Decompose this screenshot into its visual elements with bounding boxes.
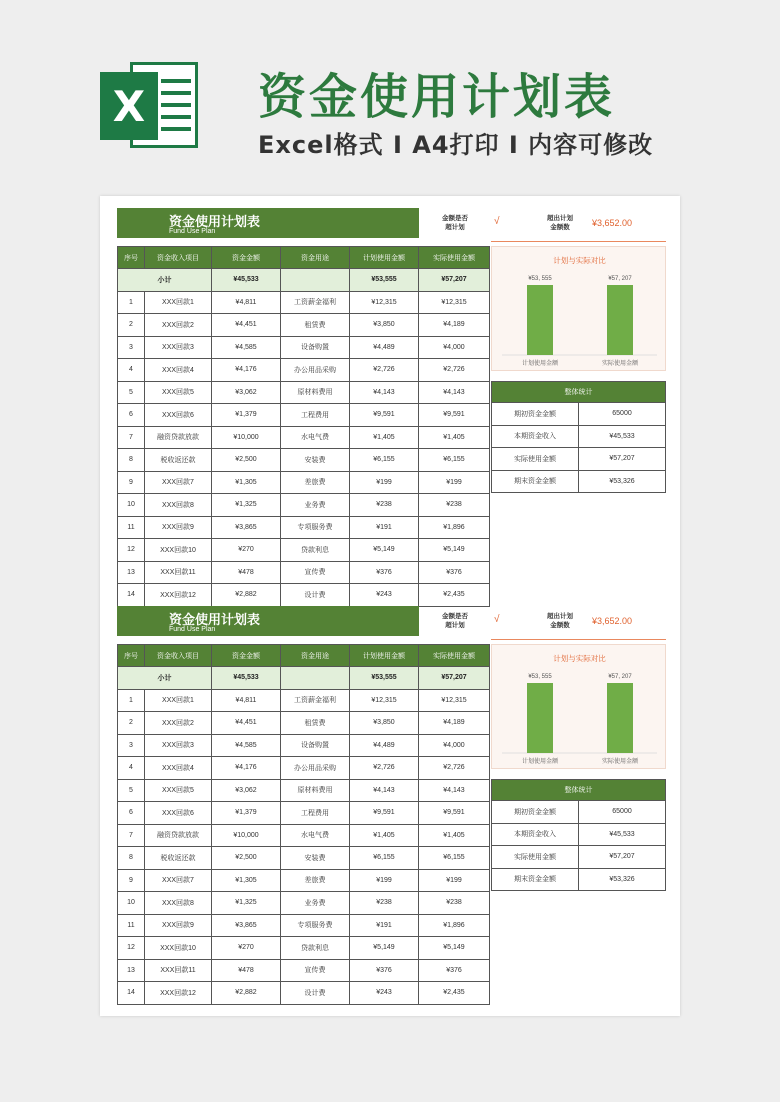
table-cell: ¥238 — [350, 892, 419, 915]
table-cell: ¥199 — [350, 869, 419, 892]
excel-badge: X — [100, 72, 158, 140]
table-cell: ¥4,143 — [350, 381, 419, 404]
table-cell: ¥3,062 — [212, 381, 281, 404]
table-cell: ¥376 — [419, 561, 490, 584]
table-cell: ¥2,435 — [419, 584, 490, 607]
table-cell: XXX回款7 — [145, 471, 212, 494]
table-cell: 办公用品采购 — [281, 757, 350, 780]
table-cell: ¥4,811 — [212, 689, 281, 712]
table-cell: ¥10,000 — [212, 824, 281, 847]
chart-title: 计划与实际对比 — [553, 654, 606, 663]
table-cell: ¥1,896 — [419, 914, 490, 937]
subtotal-label: 小计 — [118, 269, 212, 292]
stats-value: 65000 — [579, 801, 666, 824]
table-row — [118, 426, 490, 449]
table-cell: XXX回款1 — [145, 291, 212, 314]
table-cell: ¥4,143 — [419, 381, 490, 404]
table-cell: 租赁费 — [281, 712, 350, 735]
table-cell: ¥6,155 — [419, 847, 490, 870]
table-cell: XXX回款10 — [145, 937, 212, 960]
table-row — [118, 584, 490, 607]
table-row — [118, 539, 490, 562]
table-cell: ¥4,451 — [212, 712, 281, 735]
table-cell: 12 — [118, 937, 145, 960]
table-row — [118, 734, 490, 757]
stats-label: 期初资金金额 — [492, 801, 579, 824]
table-row — [118, 712, 490, 735]
column-header: 序号 — [118, 247, 145, 269]
table-cell: XXX回款9 — [145, 516, 212, 539]
over-amount-value: ¥3,652.00 — [592, 616, 633, 626]
table-cell: XXX回款5 — [145, 779, 212, 802]
table-cell: 水电气费 — [281, 824, 350, 847]
stats-row — [492, 823, 666, 846]
table-cell: 差旅费 — [281, 869, 350, 892]
table-cell: 宣传费 — [281, 561, 350, 584]
table-cell: ¥9,591 — [350, 802, 419, 825]
table-row — [118, 359, 490, 382]
table-cell: ¥1,325 — [212, 494, 281, 517]
chart-category-label: 计划使用金额 — [521, 361, 559, 367]
table-cell: 水电气费 — [281, 426, 350, 449]
table-row — [118, 314, 490, 337]
table-cell: ¥3,062 — [212, 779, 281, 802]
table-cell: ¥12,315 — [350, 291, 419, 314]
column-header: 资金用途 — [281, 247, 350, 269]
table-cell: 贷款利息 — [281, 539, 350, 562]
table-row — [118, 937, 490, 960]
table-cell: ¥2,726 — [419, 757, 490, 780]
table-cell: 税收返还款 — [145, 449, 212, 472]
compare-chart — [491, 644, 666, 769]
table-cell: 13 — [118, 561, 145, 584]
table-cell: ¥4,489 — [350, 336, 419, 359]
table-cell: 设备购置 — [281, 734, 350, 757]
table-cell: ¥4,189 — [419, 314, 490, 337]
table-cell: 租赁费 — [281, 314, 350, 337]
table-cell: 6 — [118, 802, 145, 825]
table-cell: ¥3,850 — [350, 314, 419, 337]
table-cell: ¥6,155 — [419, 449, 490, 472]
column-header: 资金收入项目 — [145, 247, 212, 269]
table-cell: ¥1,379 — [212, 404, 281, 427]
table-row — [118, 381, 490, 404]
stats-value: ¥57,207 — [579, 448, 666, 471]
banner-title: 资金使用计划表 — [258, 69, 616, 125]
table-cell: XXX回款10 — [145, 539, 212, 562]
table-row — [118, 982, 490, 1005]
table-cell: ¥3,850 — [350, 712, 419, 735]
table-cell: 4 — [118, 359, 145, 382]
subtotal-use — [281, 667, 350, 690]
table-row — [118, 802, 490, 825]
table-cell: ¥4,176 — [212, 757, 281, 780]
table-cell: XXX回款11 — [145, 959, 212, 982]
stats-table — [491, 779, 666, 891]
table-cell: 税收返还款 — [145, 847, 212, 870]
table-row — [118, 847, 490, 870]
table-cell: ¥238 — [350, 494, 419, 517]
table-cell: ¥10,000 — [212, 426, 281, 449]
plan-section-1 — [100, 206, 680, 616]
chart-bar — [607, 285, 633, 355]
compare-chart-svg — [492, 247, 667, 372]
table-cell: ¥3,865 — [212, 914, 281, 937]
table-cell: ¥4,143 — [419, 779, 490, 802]
table-cell: 原材料费用 — [281, 381, 350, 404]
stats-label: 期末资金金额 — [492, 868, 579, 891]
table-cell: 10 — [118, 494, 145, 517]
table-cell: ¥4,176 — [212, 359, 281, 382]
table-cell: ¥2,726 — [419, 359, 490, 382]
table-cell: 3 — [118, 336, 145, 359]
table-cell: ¥4,489 — [350, 734, 419, 757]
table-row — [118, 892, 490, 915]
table-cell: ¥2,726 — [350, 359, 419, 382]
info-divider — [491, 639, 666, 640]
chart-data-label: ¥53, 555 — [528, 276, 552, 282]
table-cell: 设计费 — [281, 584, 350, 607]
sheet-title-en: Fund Use Plan — [169, 228, 216, 235]
table-cell: ¥5,149 — [350, 937, 419, 960]
table-cell: 12 — [118, 539, 145, 562]
table-cell: XXX回款8 — [145, 892, 212, 915]
table-cell: XXX回款7 — [145, 869, 212, 892]
table-cell: 10 — [118, 892, 145, 915]
table-row — [118, 914, 490, 937]
table-cell: XXX回款6 — [145, 404, 212, 427]
table-cell: 设备购置 — [281, 336, 350, 359]
table-cell: ¥5,149 — [419, 937, 490, 960]
table-cell: XXX回款9 — [145, 914, 212, 937]
table-cell: 5 — [118, 779, 145, 802]
table-cell: 工资薪金福利 — [281, 291, 350, 314]
stats-table — [491, 381, 666, 493]
table-cell: XXX回款3 — [145, 734, 212, 757]
table-cell: 设计费 — [281, 982, 350, 1005]
sheet-title: 资金使用计划表 — [169, 215, 261, 230]
over-amount-label: 超出计划 金额数 — [547, 215, 573, 231]
table-row — [118, 404, 490, 427]
table-cell: ¥1,405 — [350, 426, 419, 449]
table-cell: ¥2,500 — [212, 847, 281, 870]
chart-category-label: 计划使用金额 — [521, 759, 559, 765]
table-cell: ¥199 — [419, 471, 490, 494]
table-cell: ¥2,435 — [419, 982, 490, 1005]
table-cell: 14 — [118, 982, 145, 1005]
table-cell: 宣传费 — [281, 959, 350, 982]
table-cell: ¥243 — [350, 584, 419, 607]
table-cell: 工资薪金福利 — [281, 689, 350, 712]
chart-data-label: ¥53, 555 — [528, 674, 552, 680]
table-cell: 3 — [118, 734, 145, 757]
column-header: 计划使用金额 — [350, 247, 419, 269]
table-cell: ¥478 — [212, 561, 281, 584]
column-header: 实际使用金额 — [419, 247, 490, 269]
stats-label: 本期资金收入 — [492, 823, 579, 846]
table-cell: ¥1,305 — [212, 869, 281, 892]
stats-label: 期末资金金额 — [492, 470, 579, 493]
table-cell: XXX回款8 — [145, 494, 212, 517]
table-cell: ¥238 — [419, 494, 490, 517]
stats-header: 整体统计 — [492, 780, 666, 801]
chart-data-label: ¥57, 207 — [608, 674, 632, 680]
column-header: 实际使用金额 — [419, 645, 490, 667]
table-cell: 11 — [118, 516, 145, 539]
subtotal-label: 小计 — [118, 667, 212, 690]
stats-header: 整体统计 — [492, 382, 666, 403]
subtotal-amount: ¥45,533 — [212, 667, 281, 690]
table-cell: XXX回款4 — [145, 359, 212, 382]
table-cell: ¥12,315 — [419, 689, 490, 712]
table-cell: 业务费 — [281, 494, 350, 517]
stats-row — [492, 801, 666, 824]
table-cell: ¥4,585 — [212, 734, 281, 757]
column-header: 资金用途 — [281, 645, 350, 667]
table-row — [118, 757, 490, 780]
subtotal-actual: ¥57,207 — [419, 269, 490, 292]
column-header: 资金金额 — [212, 247, 281, 269]
table-row — [118, 869, 490, 892]
table-cell: XXX回款6 — [145, 802, 212, 825]
table-cell: ¥3,865 — [212, 516, 281, 539]
stats-row — [492, 448, 666, 471]
subtotal-actual: ¥57,207 — [419, 667, 490, 690]
table-row — [118, 959, 490, 982]
chart-title: 计划与实际对比 — [553, 256, 606, 265]
table-cell: ¥238 — [419, 892, 490, 915]
table-cell: ¥1,379 — [212, 802, 281, 825]
table-cell: ¥376 — [350, 959, 419, 982]
table-cell: ¥4,000 — [419, 336, 490, 359]
subtotal-use — [281, 269, 350, 292]
stats-row — [492, 868, 666, 891]
table-cell: 8 — [118, 847, 145, 870]
table-cell: ¥4,189 — [419, 712, 490, 735]
banner-subtitle: Excel格式 I A4打印 I 内容可修改 — [258, 131, 654, 159]
table-cell: ¥270 — [212, 539, 281, 562]
over-amount-value: ¥3,652.00 — [592, 218, 633, 228]
table-row — [118, 779, 490, 802]
table-cell: 9 — [118, 869, 145, 892]
sheet-title-en: Fund Use Plan — [169, 626, 216, 633]
table-cell: 7 — [118, 824, 145, 847]
table-cell: 1 — [118, 291, 145, 314]
column-header: 资金金额 — [212, 645, 281, 667]
table-cell: ¥5,149 — [350, 539, 419, 562]
subtotal-planned: ¥53,555 — [350, 269, 419, 292]
chart-category-label: 实际使用金额 — [601, 759, 639, 765]
sheet-title-bar — [117, 606, 419, 636]
over-amount-label: 超出计划 金额数 — [547, 613, 573, 629]
stats-value: ¥57,207 — [579, 846, 666, 869]
stats-label: 期初资金金额 — [492, 403, 579, 426]
table-cell: 贷款利息 — [281, 937, 350, 960]
stats-value: ¥45,533 — [579, 823, 666, 846]
table-cell: 融资贷款放款 — [145, 824, 212, 847]
table-cell: XXX回款5 — [145, 381, 212, 404]
table-row — [118, 824, 490, 847]
table-cell: ¥6,155 — [350, 449, 419, 472]
table-cell: XXX回款2 — [145, 712, 212, 735]
table-cell: ¥9,591 — [419, 802, 490, 825]
table-cell: ¥4,451 — [212, 314, 281, 337]
table-cell: XXX回款12 — [145, 584, 212, 607]
table-cell: 4 — [118, 757, 145, 780]
table-cell: ¥270 — [212, 937, 281, 960]
table-cell: ¥376 — [350, 561, 419, 584]
sheet-title-bar — [117, 208, 419, 238]
table-cell: 6 — [118, 404, 145, 427]
over-plan-label: 金额是否 超计划 — [442, 613, 468, 629]
table-cell: ¥9,591 — [350, 404, 419, 427]
table-cell: ¥1,405 — [419, 824, 490, 847]
table-row — [118, 516, 490, 539]
table-cell: 2 — [118, 314, 145, 337]
subtotal-row — [118, 269, 490, 292]
fund-plan-table — [117, 246, 490, 607]
table-cell: XXX回款1 — [145, 689, 212, 712]
header-banner — [0, 0, 780, 195]
table-cell: ¥191 — [350, 516, 419, 539]
table-cell: 13 — [118, 959, 145, 982]
table-cell: 安装费 — [281, 847, 350, 870]
table-cell: ¥199 — [419, 869, 490, 892]
table-cell: ¥4,585 — [212, 336, 281, 359]
chart-data-label: ¥57, 207 — [608, 276, 632, 282]
table-cell: ¥9,591 — [419, 404, 490, 427]
table-cell: 工程费用 — [281, 802, 350, 825]
stats-label: 本期资金收入 — [492, 425, 579, 448]
subtotal-planned: ¥53,555 — [350, 667, 419, 690]
table-row — [118, 449, 490, 472]
table-cell: 11 — [118, 914, 145, 937]
table-cell: ¥4,143 — [350, 779, 419, 802]
table-cell: ¥12,315 — [350, 689, 419, 712]
table-cell: XXX回款12 — [145, 982, 212, 1005]
table-cell: ¥199 — [350, 471, 419, 494]
column-header: 计划使用金额 — [350, 645, 419, 667]
table-cell: ¥4,811 — [212, 291, 281, 314]
table-cell: ¥1,305 — [212, 471, 281, 494]
table-cell: 5 — [118, 381, 145, 404]
table-cell: ¥478 — [212, 959, 281, 982]
table-cell: 安装费 — [281, 449, 350, 472]
table-cell: XXX回款4 — [145, 757, 212, 780]
table-cell: ¥2,882 — [212, 982, 281, 1005]
subtotal-row — [118, 667, 490, 690]
table-cell: ¥1,325 — [212, 892, 281, 915]
table-cell: 办公用品采购 — [281, 359, 350, 382]
stats-header-row — [492, 780, 666, 801]
table-cell: XXX回款11 — [145, 561, 212, 584]
table-cell: ¥2,882 — [212, 584, 281, 607]
chart-bar — [607, 683, 633, 753]
table-cell: 融资贷款放款 — [145, 426, 212, 449]
column-header: 序号 — [118, 645, 145, 667]
table-row — [118, 336, 490, 359]
subtotal-amount: ¥45,533 — [212, 269, 281, 292]
stats-row — [492, 403, 666, 426]
over-plan-check: √ — [494, 216, 500, 227]
table-cell: 原材料费用 — [281, 779, 350, 802]
table-row — [118, 494, 490, 517]
table-cell: ¥1,405 — [350, 824, 419, 847]
table-row — [118, 471, 490, 494]
table-cell: ¥6,155 — [350, 847, 419, 870]
sheet-title: 资金使用计划表 — [169, 613, 261, 628]
sheet-page — [100, 196, 680, 1016]
table-cell: 9 — [118, 471, 145, 494]
table-row — [118, 689, 490, 712]
chart-bar — [527, 683, 553, 753]
table-cell: 专项服务费 — [281, 914, 350, 937]
stats-value: 65000 — [579, 403, 666, 426]
stats-row — [492, 846, 666, 869]
table-cell: 2 — [118, 712, 145, 735]
fund-plan-table — [117, 644, 490, 1005]
table-row — [118, 561, 490, 584]
compare-chart — [491, 246, 666, 371]
table-cell: ¥1,896 — [419, 516, 490, 539]
table-row — [118, 291, 490, 314]
table-cell: ¥243 — [350, 982, 419, 1005]
table-cell: 7 — [118, 426, 145, 449]
stats-row — [492, 425, 666, 448]
compare-chart-svg — [492, 645, 667, 770]
table-cell: ¥2,500 — [212, 449, 281, 472]
chart-category-label: 实际使用金额 — [601, 361, 639, 367]
table-cell: 1 — [118, 689, 145, 712]
table-cell: XXX回款3 — [145, 336, 212, 359]
stats-row — [492, 470, 666, 493]
over-plan-label: 金额是否 超计划 — [442, 215, 468, 231]
table-cell: 差旅费 — [281, 471, 350, 494]
table-cell: ¥12,315 — [419, 291, 490, 314]
table-cell: ¥191 — [350, 914, 419, 937]
over-plan-check: √ — [494, 614, 500, 625]
stats-value: ¥53,326 — [579, 868, 666, 891]
info-divider — [491, 241, 666, 242]
table-cell: 业务费 — [281, 892, 350, 915]
table-cell: ¥1,405 — [419, 426, 490, 449]
table-cell: 14 — [118, 584, 145, 607]
table-cell: ¥376 — [419, 959, 490, 982]
stats-value: ¥53,326 — [579, 470, 666, 493]
stats-header-row — [492, 382, 666, 403]
excel-icon — [100, 58, 200, 153]
table-cell: 8 — [118, 449, 145, 472]
plan-section-2 — [100, 604, 680, 1014]
table-cell: XXX回款2 — [145, 314, 212, 337]
table-cell: 工程费用 — [281, 404, 350, 427]
chart-bar — [527, 285, 553, 355]
stats-value: ¥45,533 — [579, 425, 666, 448]
table-cell: 专项服务费 — [281, 516, 350, 539]
table-cell: ¥5,149 — [419, 539, 490, 562]
table-header-row — [118, 645, 490, 667]
stats-label: 实际使用金额 — [492, 448, 579, 471]
column-header: 资金收入项目 — [145, 645, 212, 667]
table-header-row — [118, 247, 490, 269]
stats-label: 实际使用金额 — [492, 846, 579, 869]
table-cell: ¥4,000 — [419, 734, 490, 757]
table-cell: ¥2,726 — [350, 757, 419, 780]
